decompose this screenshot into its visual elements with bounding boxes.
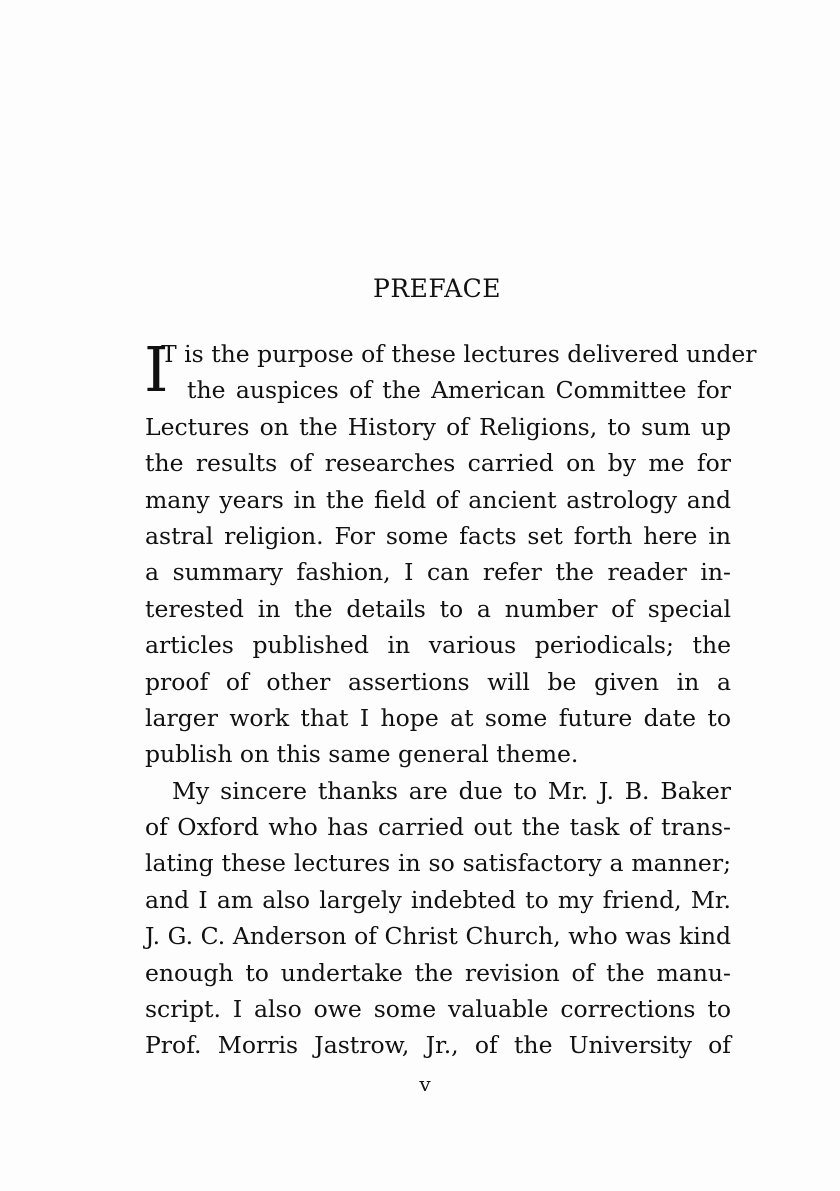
text-line: a summary fashion, I can refer the reader in- — [145, 558, 731, 587]
text-line: larger work that I hope at some future date to — [145, 703, 731, 732]
text-line-content: T is the purpose of these lectures delivered under — [161, 340, 757, 368]
paragraph-2 — [145, 773, 731, 1064]
text-line: astral religion. For some facts set forth here in — [145, 521, 731, 550]
text-line: articles published in various periodicals; the — [145, 631, 731, 660]
text-line: terested in the details to a number of special — [145, 594, 731, 623]
paragraph-1 — [144, 333, 757, 773]
text-line: publish on this same general theme. — [145, 740, 579, 769]
text-line: Prof. Morris Jastrow, Jr., of the University of — [145, 1031, 731, 1060]
text-line: and I am also largely indebted to my friend, Mr. — [145, 885, 731, 914]
body-text — [144, 333, 757, 1064]
page-number: v — [419, 1072, 431, 1096]
text-line: the auspices of the American Committee for — [187, 376, 731, 405]
drop-cap: I — [144, 333, 169, 406]
text-line: My sincere thanks are due to Mr. J. B. Baker — [172, 776, 731, 805]
text-line: J. G. C. Anderson of Christ Church, who was kind — [145, 922, 731, 951]
text-line: enough to undertake the revision of the manu- — [145, 958, 731, 987]
text-line: Lectures on the History of Religions, to sum up — [145, 412, 731, 441]
page-title: PREFACE — [373, 274, 501, 303]
text-line: many years in the field of ancient astrology and — [145, 485, 731, 514]
text-line: proof of other assertions will be given in a — [145, 667, 731, 696]
text-line: script. I also owe some valuable corrections to — [145, 995, 731, 1024]
text-line: the results of researches carried on by me for — [145, 449, 731, 478]
text-line: of Oxford who has carried out the task of trans- — [145, 813, 731, 842]
text-line: lating these lectures in so satisfactory a manner; — [145, 849, 731, 878]
